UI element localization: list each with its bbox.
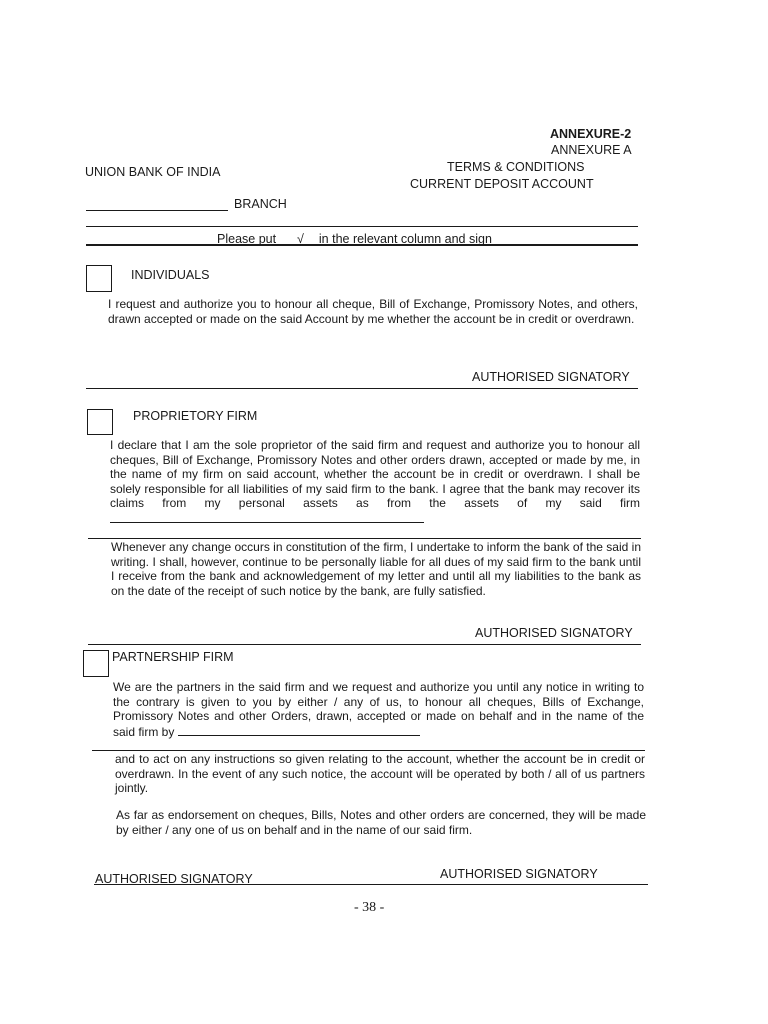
- instruction-bottom-rule: [86, 244, 638, 246]
- individuals-signatory-label: AUTHORISED SIGNATORY: [472, 370, 630, 384]
- branch-blank-line: [86, 210, 228, 211]
- firm-name-blank[interactable]: [110, 511, 424, 523]
- partnership-title: PARTNERSHIP FIRM: [112, 650, 234, 664]
- partnership-signatory-line: [94, 884, 648, 885]
- individuals-checkbox[interactable]: [86, 265, 112, 292]
- partnership-checkbox[interactable]: [83, 650, 109, 677]
- branch-label: BRANCH: [234, 197, 287, 211]
- partnership-signatory-left: AUTHORISED SIGNATORY: [95, 872, 253, 886]
- individuals-signatory-line: [86, 388, 638, 389]
- tick-mark-icon: √: [297, 232, 304, 246]
- individuals-text: I request and authorize you to honour all cheque, Bill of Exchange, Promissory Notes, and others, drawn accepted or made on the said Account by me whether the account be in credit or overdrawn.: [108, 297, 638, 326]
- partnership-divider: [92, 750, 645, 751]
- proprietory-title: PROPRIETORY FIRM: [133, 409, 258, 423]
- partnership-text-1-body: We are the partners in the said firm and we request and authorize you until any notice in writing to the contrary is given to you by either / any of us, to honour all cheques, Bills of Exchange, Promissory Notes and other Orders, drawn, accepted or made on behalf and in: [113, 680, 644, 724]
- page-number: - 38 -: [354, 900, 385, 915]
- individuals-title: INDIVIDUALS: [131, 268, 210, 282]
- annexure-a-label: ANNEXURE A: [551, 143, 632, 157]
- proprietory-divider: [88, 538, 641, 539]
- instruction-top-rule: [86, 226, 638, 227]
- partnership-text-1: [113, 680, 644, 739]
- proprietory-signatory-label: AUTHORISED SIGNATORY: [475, 626, 633, 640]
- proprietory-text-1: [110, 438, 640, 527]
- partner-names-blank[interactable]: [178, 724, 420, 736]
- account-type-title: CURRENT DEPOSIT ACCOUNT: [410, 177, 594, 191]
- proprietory-checkbox[interactable]: [87, 409, 113, 435]
- bank-name: UNION BANK OF INDIA: [85, 165, 221, 179]
- proprietory-signatory-line: [88, 644, 641, 645]
- partnership-text-1-end: the name of the said firm by: [113, 709, 645, 739]
- proprietory-text-1-body: I declare that I am the sole proprietor of the said firm and request and authorize you to honour all cheques, Bill of Exchange, Promissory Notes and other orders drawn, accepted or made by me, in the name of my firm on said account, whether the account be in credit or overdrawn. I shall be solely responsible for all liabilities of my said firm to the bank. I agree that the bank may recover its claims from my personal assets as from the assets of: [110, 438, 640, 511]
- terms-title: TERMS & CONDITIONS: [447, 160, 585, 174]
- instruction-after: in the relevant column and sign: [318, 232, 492, 246]
- proprietory-text-2: Whenever any change occurs in constitution of the firm, I undertake to inform the bank of the said in writing. I shall, however, continue to be personally liable for all dues of my said firm to the bank until I receive from the bank and acknowledgement of my letter and until all my liabilities to the bank as on the date of the receipt of such notice by the bank, are fully satisfied.: [111, 540, 641, 598]
- partnership-signatory-right: AUTHORISED SIGNATORY: [440, 867, 598, 881]
- instruction-before: Please put: [217, 232, 277, 246]
- proprietory-text-1-end: my said firm: [545, 496, 641, 511]
- partnership-text-2: and to act on any instructions so given relating to the account, whether the account be in credit or overdrawn. In the event of any such notice, the account will be operated by both / all of us partners jointly.: [115, 752, 645, 796]
- annexure-2-label: ANNEXURE-2: [550, 127, 632, 141]
- partnership-text-3: As far as endorsement on cheques, Bills, Notes and other orders are concerned, they will be made by either / any one of us on behalf and in the name of our said firm.: [116, 808, 646, 837]
